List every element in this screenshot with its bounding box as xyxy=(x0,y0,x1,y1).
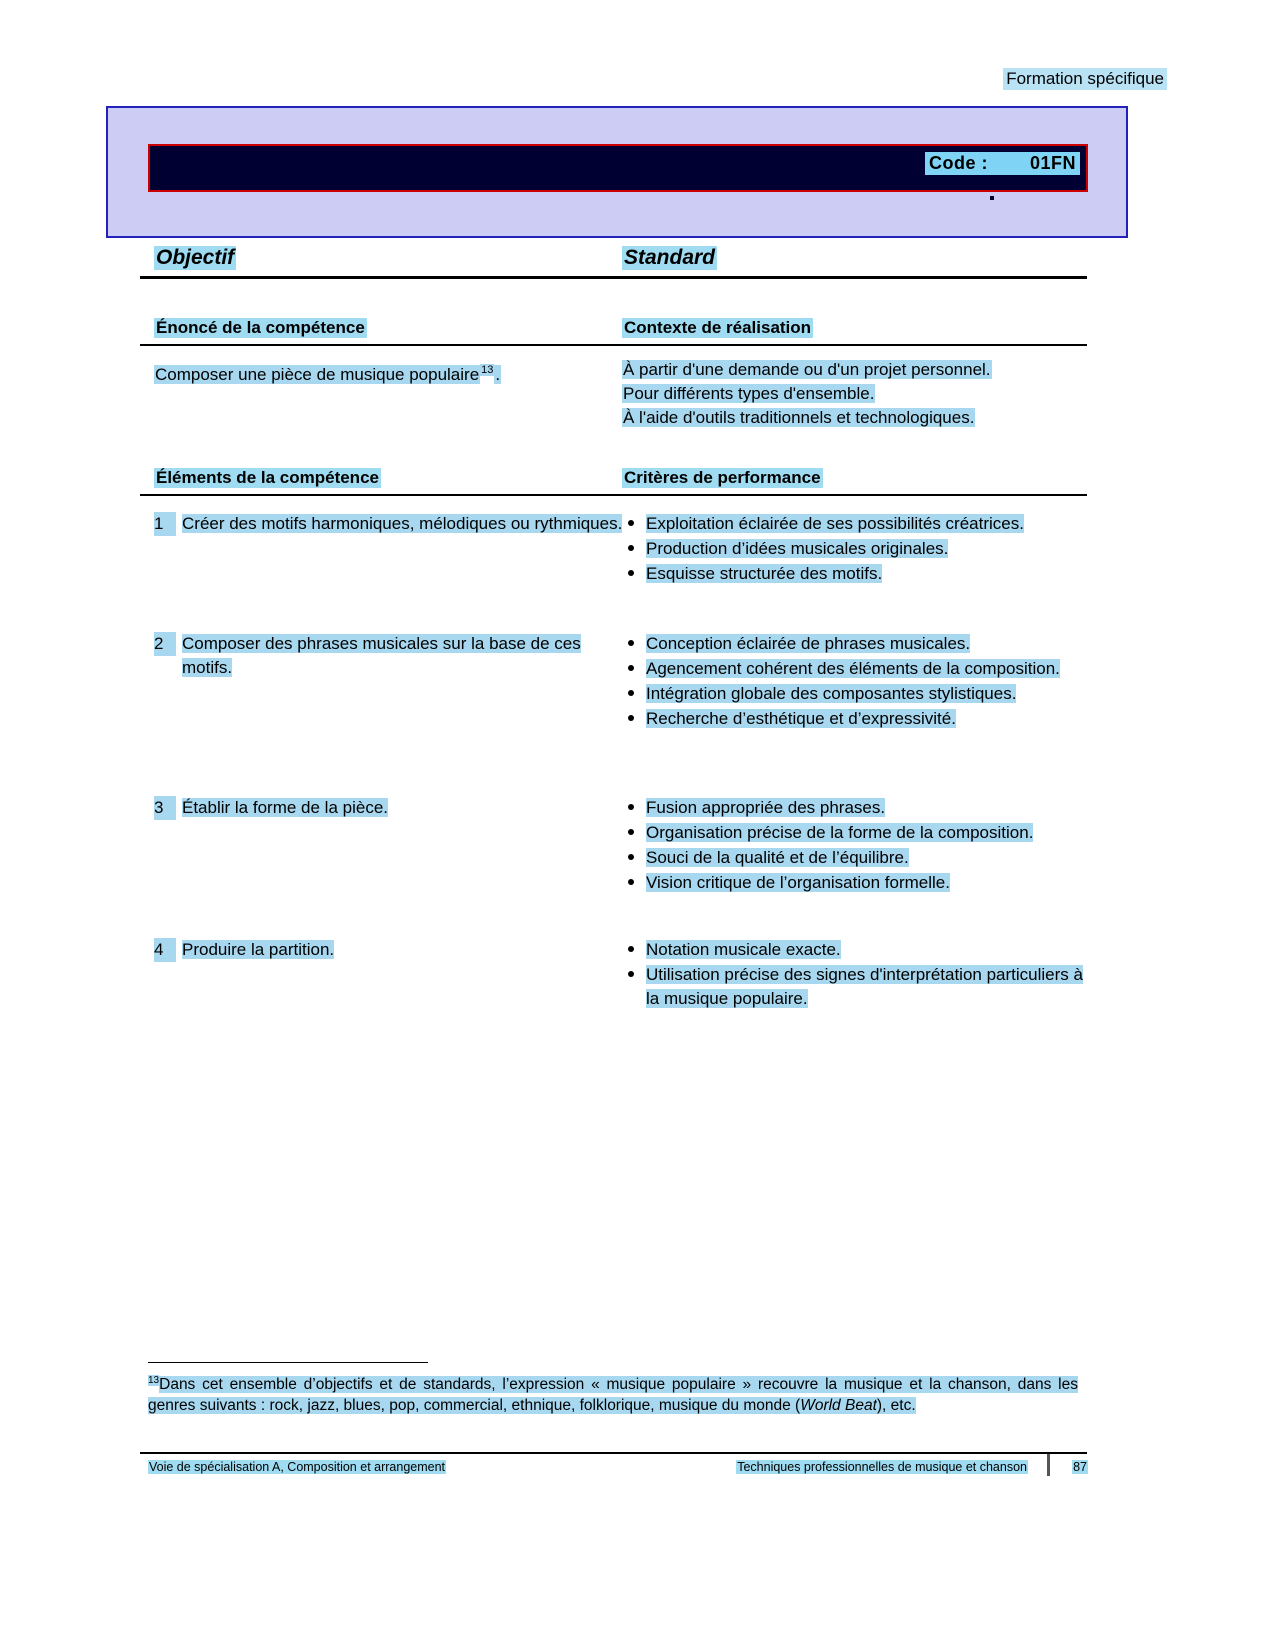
statement-text: Composer une pièce de musique populaire xyxy=(155,364,480,384)
criterion-text: Exploitation éclairée de ses possibilités créatrices. xyxy=(646,514,1024,533)
criterion-item xyxy=(622,938,1092,962)
bullet-icon xyxy=(628,829,634,835)
criterion-item xyxy=(622,512,1092,536)
footer-divider xyxy=(1047,1454,1050,1476)
criterion-text: Production d’idées musicales originales. xyxy=(646,539,949,558)
bullet-icon xyxy=(628,640,634,646)
criterion-text: Organisation précise de la forme de la composition. xyxy=(646,823,1034,842)
element-number: 3 xyxy=(154,796,176,820)
elements-headers xyxy=(140,468,1087,496)
section-header-label: Formation spécifique xyxy=(1003,68,1167,90)
criterion-text: Vision critique de l’organisation formelle. xyxy=(646,873,950,892)
criterion-item xyxy=(622,796,1092,820)
criteria-group xyxy=(622,938,1092,1012)
footer-separator xyxy=(140,1452,1087,1454)
footnote-italic-text: World Beat xyxy=(800,1397,877,1415)
bullet-icon xyxy=(628,715,634,721)
criterion-text: Recherche d’esthétique et d’expressivité. xyxy=(646,709,956,728)
bullet-icon xyxy=(628,690,634,696)
element-text: Établir la forme de la pièce. xyxy=(182,798,388,817)
bullet-icon xyxy=(628,879,634,885)
criterion-text: Fusion appropriée des phrases. xyxy=(646,798,886,817)
footnote-marker: 13 xyxy=(148,1375,160,1386)
element-row xyxy=(154,632,624,680)
criterion-text: Utilisation précise des signes d'interprétation particuliers à la musique populaire. xyxy=(646,965,1083,1008)
standard-label: Standard xyxy=(624,246,716,269)
criterion-text: Souci de la qualité et de l’équilibre. xyxy=(646,848,909,867)
bullet-icon xyxy=(628,946,634,952)
code-banner-inner xyxy=(148,144,1088,192)
bullet-icon xyxy=(628,520,634,526)
criterion-item xyxy=(622,707,1092,731)
element-row xyxy=(154,796,624,820)
bullet-icon xyxy=(628,665,634,671)
element-text: Créer des motifs harmoniques, mélodiques ou rythmiques. xyxy=(182,514,623,533)
footer-right-text: Techniques professionnelles de musique et chanson xyxy=(737,1460,1027,1474)
element-text: Composer des phrases musicales sur la base de ces motifs. xyxy=(182,634,581,677)
criterion-item xyxy=(622,562,1092,586)
criteria-group xyxy=(622,632,1092,732)
criterion-text: Conception éclairée de phrases musicales. xyxy=(646,634,971,653)
criterion-text: Agencement cohérent des éléments de la composition. xyxy=(646,659,1060,678)
footnote-text-end: ), etc. xyxy=(876,1397,916,1415)
criteria-header: Critères de performance xyxy=(624,468,821,487)
criterion-item xyxy=(622,657,1092,681)
context-list xyxy=(622,358,1087,430)
statement-header: Énoncé de la compétence xyxy=(156,318,365,337)
bullet-icon xyxy=(628,854,634,860)
objective-standard-band xyxy=(140,246,1087,279)
criterion-item xyxy=(622,537,1092,561)
element-row xyxy=(154,938,624,962)
element-number: 2 xyxy=(154,632,176,656)
criteria-group xyxy=(622,796,1092,896)
criterion-item xyxy=(622,846,1092,870)
bullet-icon xyxy=(628,971,634,977)
elements-header: Éléments de la compétence xyxy=(156,468,379,487)
footer-left-text: Voie de spécialisation A, Composition et arrangement xyxy=(149,1460,446,1474)
element-row xyxy=(154,512,624,536)
criterion-item xyxy=(622,821,1092,845)
element-number: 1 xyxy=(154,512,176,536)
bullet-icon xyxy=(628,570,634,576)
criterion-text: Esquisse structurée des motifs. xyxy=(646,564,883,583)
footnote xyxy=(148,1370,1078,1416)
context-line: À partir d'une demande ou d'un projet personnel. xyxy=(623,360,991,379)
context-header: Contexte de réalisation xyxy=(624,318,812,337)
footnote-separator xyxy=(148,1362,428,1363)
bullet-icon xyxy=(628,804,634,810)
criteria-group xyxy=(622,512,1092,587)
criterion-text: Notation musicale exacte. xyxy=(646,940,841,959)
criterion-text: Intégration globale des composantes stylistiques. xyxy=(646,684,1017,703)
code-label: Code : xyxy=(928,153,988,173)
criterion-item xyxy=(622,963,1092,1011)
element-text: Produire la partition. xyxy=(182,940,335,959)
context-line: À l'aide d'outils traditionnels et technologiques. xyxy=(623,408,975,427)
statement-footnote-marker: 13 xyxy=(481,364,494,376)
footnote-text: Dans cet ensemble d’objectifs et de standards, l’expression « musique populaire » recouvre la musique et la chanson, dans les genres suivants : rock, jazz, blues, pop, commercial, ethnique, folklorique, musique du monde ( xyxy=(148,1376,1078,1415)
criterion-item xyxy=(622,871,1092,895)
objective-label: Objectif xyxy=(156,246,235,269)
code-banner xyxy=(106,106,1128,238)
bullet-icon xyxy=(628,545,634,551)
statement-period: . xyxy=(495,364,501,384)
criterion-item xyxy=(622,682,1092,706)
competence-headers xyxy=(140,318,1087,346)
context-line: Pour différents types d'ensemble. xyxy=(623,384,875,403)
criterion-item xyxy=(622,632,1092,656)
competence-statement xyxy=(154,358,614,387)
element-number: 4 xyxy=(154,938,176,962)
code-number: 01FN xyxy=(1029,153,1076,173)
decorative-dot xyxy=(990,196,994,200)
code-value xyxy=(925,152,1080,175)
page-number: 87 xyxy=(1073,1460,1087,1474)
